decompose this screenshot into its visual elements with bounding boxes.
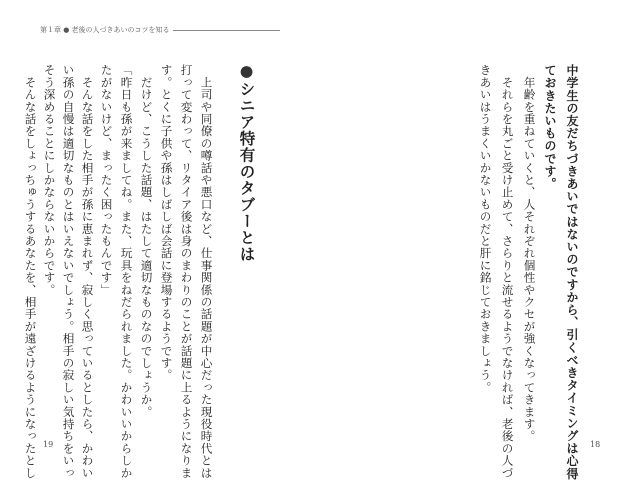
left-page-line-6: たがないけど、まったく困ったもんです」 xyxy=(99,64,114,296)
running-head-rule xyxy=(173,30,280,31)
left-page-line-3: す。とくに子供や孫はしばしば会話に登場するようです。 xyxy=(159,64,174,382)
page-number-right: 18 xyxy=(590,440,601,449)
page-number-left: 19 xyxy=(43,440,54,449)
running-head-text: 第１章 ● 老後の人づきあいのコツを知る xyxy=(40,26,170,34)
left-page-line-8: い孫の自慢は適切なものとはいえないでしょう。相手の寂しい気持ちをいっ xyxy=(61,64,76,479)
heading-text: シニア特有のタブーとは xyxy=(237,81,256,263)
right-page-line-1: 年齢を重ねていくと、人それぞれ個性やクセが強くなってきます。 xyxy=(522,64,537,443)
running-head xyxy=(40,24,280,36)
right-page-line-3: きあいはうまくいかないものだと肝に銘じておきましょう。 xyxy=(478,64,493,394)
left-page-line-1: 上司や同僚の噂話や悪口など、仕事関係の話題が中心だった現役時代とは xyxy=(199,64,214,479)
right-page-bold-line-1: 中学生の友だちづきあいではないのですから、引くべきタイミングは心得 xyxy=(565,64,579,480)
left-page-line-2: 打って変わって、リタイア後は身のまわりのことが話題に上るようになりま xyxy=(179,64,194,479)
heading-bullet: ● xyxy=(237,62,256,81)
left-page-line-10: そんな話をしょっちゅうするあなたを、相手が遠ざけるようになったとし xyxy=(23,64,38,479)
left-page-line-7: そんな話をした相手が孫に恵まれず、寂しく思っているとしたら、かわい xyxy=(80,64,95,479)
right-page-bold-line-2: ておきたいものです。 xyxy=(543,64,557,190)
right-page-line-2: それらを丸ごと受け止めて、さらりと流せるようでなければ、老後の人づ xyxy=(500,64,515,479)
section-heading xyxy=(238,62,254,263)
left-page-line-5: 「昨日も孫が来ましてね。また、玩具をねだられました。かわいいからしか xyxy=(119,64,134,479)
left-page-line-9: そう深めることにしかならないからです。 xyxy=(42,64,57,296)
left-page-line-4: だけど、こうした話題、はたして適切なものなのでしょうか。 xyxy=(139,64,154,418)
